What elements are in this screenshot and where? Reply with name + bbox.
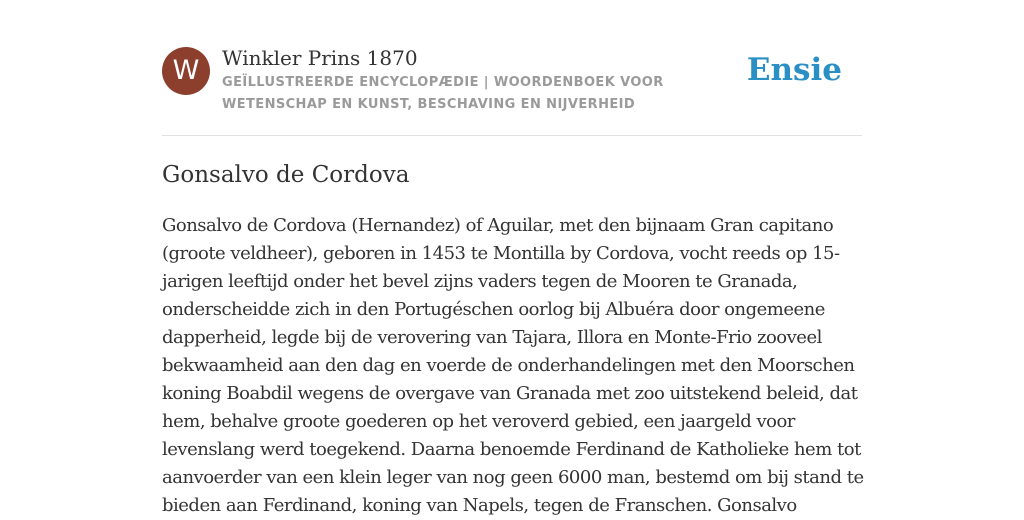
source-subtitle: GEÏLLUSTREERDE ENCYCLOPÆDIE | WOORDENBOEK VOOR WETENSCHAP EN KUNST, BESCHAVING EN NIJVERHEID [222, 75, 664, 112]
article-line: levenslang werd toegekend. Daarna benoemde Ferdinand de Katholieke hem tot [162, 439, 861, 460]
source-title[interactable]: Winkler Prins 1870 [222, 46, 418, 70]
article-line: hem, behalve groote goederen op het veroverd gebied, een jaargeld voor [162, 411, 795, 432]
article-line: jarigen leeftijd onder het bevel zijns vaders tegen de Mooren te Granada, [162, 271, 798, 292]
article-line: koning Boabdil wegens de overgave van Granada met zoo uitstekend beleid, dat [162, 383, 858, 404]
article-line: bekwaamheid aan den dag en voerde de onderhandelingen met den Moorschen [162, 355, 855, 376]
ensie-logo-link[interactable]: Ensie [746, 52, 842, 88]
article-body [162, 212, 862, 520]
avatar: W [162, 47, 210, 95]
article-line: dapperheid, legde bij de verovering van Tajara, Illora en Monte-Frio zooveel [162, 327, 822, 348]
article-line: Gonsalvo de Cordova (Hernandez) of Aguilar, met den bijnaam Gran capitano [162, 215, 834, 236]
article-line: onderscheidde zich in den Portugéschen oorlog bij Albuéra door ongemeene [162, 299, 825, 320]
article-line: aanvoerder van een klein leger van nog geen 6000 man, bestemd om bij stand te [162, 467, 864, 488]
header-divider [162, 135, 862, 136]
article-line: bieden aan Ferdinand, koning van Napels, tegen de Franschen. Gonsalvo [162, 495, 797, 516]
article-title: Gonsalvo de Cordova [162, 162, 410, 188]
source-header [162, 46, 862, 136]
article-line: (groote veldheer), geboren in 1453 te Montilla by Cordova, vocht reeds op 15- [162, 243, 840, 264]
